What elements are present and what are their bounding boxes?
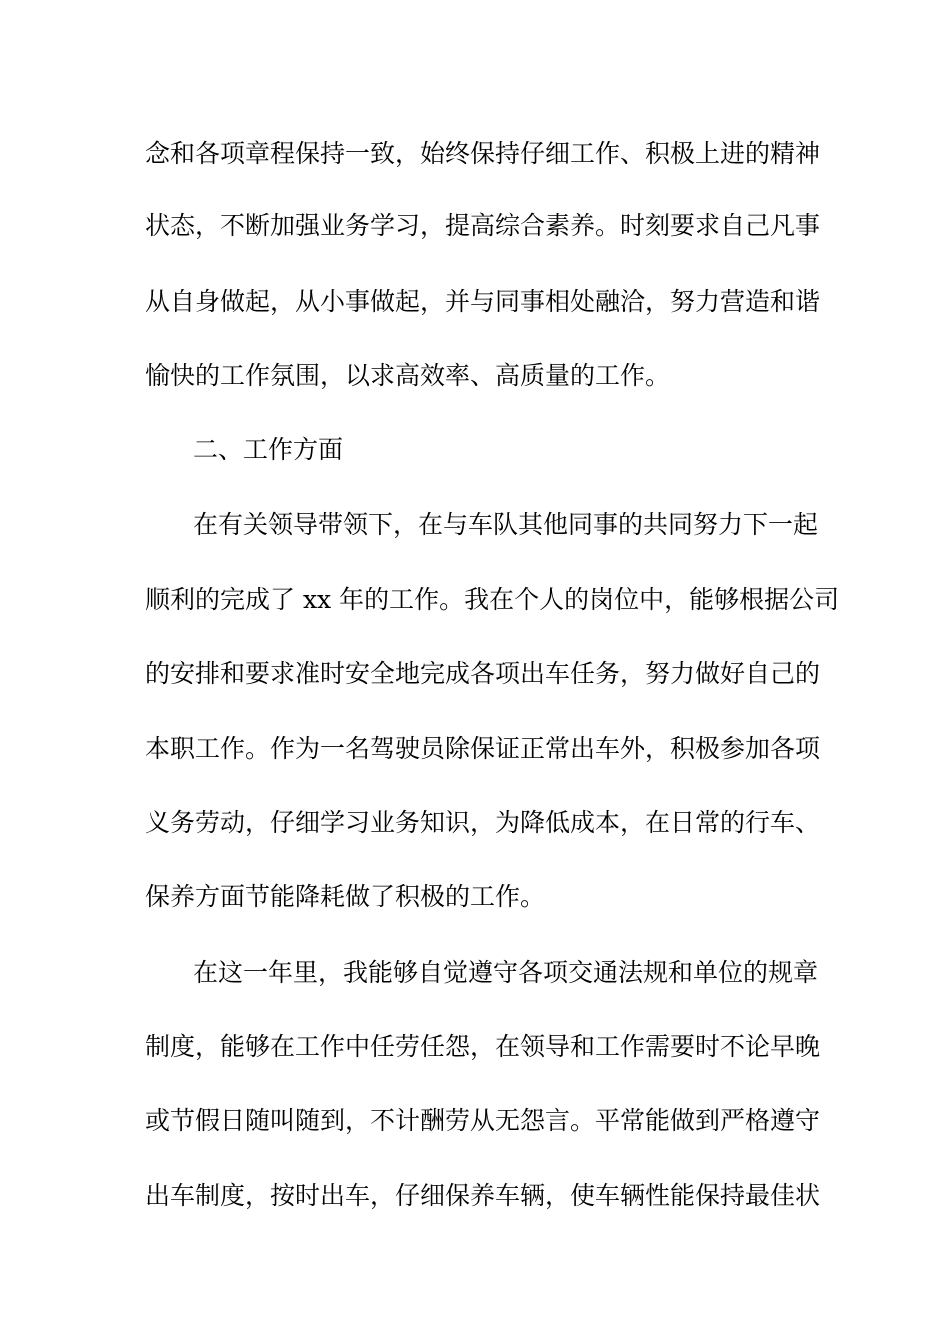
section-heading: 二、工作方面	[193, 435, 344, 464]
paragraph-line: 制度，能够在工作中任劳任怨，在领导和工作需要时不论早晚	[145, 1032, 821, 1061]
paragraph-line: 在有关领导带领下，在与车队其他同事的共同努力下一起	[193, 510, 819, 539]
paragraph-line: 的安排和要求准时安全地完成各项出车任务，努力做好自己的	[145, 659, 821, 688]
paragraph-line: 出车制度，按时出车，仔细保养车辆，使车辆性能保持最佳状	[145, 1181, 821, 1210]
paragraph-line: 保养方面节能降耗做了积极的工作。	[145, 882, 546, 911]
paragraph-line: 或节假日随叫随到，不计酬劳从无怨言。平常能做到严格遵守	[145, 1106, 821, 1135]
paragraph-line: 顺利的完成了 xx 年的工作。我在个人的岗位中，能够根据公司	[145, 585, 840, 614]
paragraph-line: 状态，不断加强业务学习，提高综合素养。时刻要求自己凡事	[145, 211, 821, 240]
paragraph-line: 在这一年里，我能够自觉遵守各项交通法规和单位的规章	[193, 958, 819, 987]
paragraph-line: 愉快的工作氛围，以求高效率、高质量的工作。	[145, 361, 671, 390]
paragraph-line: 从自身做起，从小事做起，并与同事相处融洽，努力营造和谐	[145, 287, 821, 316]
paragraph-line: 念和各项章程保持一致，始终保持仔细工作、积极上进的精神	[145, 139, 821, 168]
paragraph-line: 本职工作。作为一名驾驶员除保证正常出车外，积极参加各项	[145, 734, 821, 763]
paragraph-line: 义务劳动，仔细学习业务知识，为降低成本，在日常的行车、	[145, 808, 821, 837]
